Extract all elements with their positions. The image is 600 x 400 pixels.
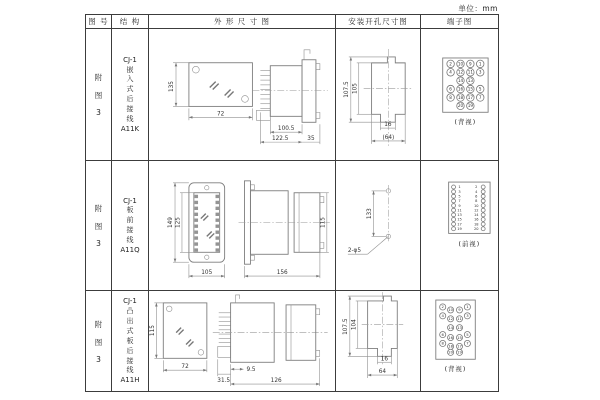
fig-no-cell-a11h: 附 图 3 — [86, 291, 112, 391]
mounting-drawing-a11h — [336, 291, 420, 390]
svg-text:6: 6 — [449, 86, 452, 92]
terminal-drawing-a11q — [421, 161, 497, 290]
svg-text:11: 11 — [457, 317, 462, 322]
svg-text:17: 17 — [457, 344, 462, 349]
terminal-pins — [452, 185, 486, 231]
mount-hole — [242, 96, 249, 103]
svg-text:1: 1 — [478, 61, 482, 67]
dim-cutout-width: 64 — [378, 369, 387, 376]
svg-text:17: 17 — [467, 94, 473, 100]
dim-tab-width: 16 — [380, 356, 389, 363]
outline-drawing-a11q — [149, 161, 335, 290]
svg-text:15: 15 — [457, 217, 462, 222]
svg-text:8: 8 — [475, 199, 478, 204]
svg-text:5: 5 — [478, 86, 482, 92]
svg-text:18: 18 — [448, 344, 454, 349]
svg-text:15: 15 — [467, 86, 473, 92]
svg-text:6: 6 — [441, 332, 444, 337]
svg-text:20: 20 — [457, 103, 464, 109]
dim-cutout-outer-h: 107.5 — [342, 318, 349, 335]
svg-text:19: 19 — [457, 350, 462, 355]
dim-front-width: 72 — [216, 111, 225, 118]
dim-bracket-depth: 31.5 — [217, 378, 231, 385]
dim-hole-pitch: 133 — [367, 208, 374, 220]
mounting-cell-a11h — [336, 291, 421, 391]
dim-front-height: 135 — [169, 81, 176, 93]
dim-front-width: 72 — [181, 364, 189, 371]
svg-text:18: 18 — [474, 222, 479, 227]
terminal-cell-a11h — [421, 291, 498, 391]
terminal-view-caption: (前视) — [458, 240, 481, 249]
svg-text:20: 20 — [448, 350, 454, 355]
terminal-cell-a11q — [421, 161, 498, 291]
terminal-drawing-a11h — [421, 291, 497, 390]
hole-spec-label: 2-φ5 — [347, 248, 361, 255]
svg-text:5: 5 — [458, 194, 461, 199]
terminal-pins — [447, 60, 484, 109]
svg-text:9: 9 — [469, 61, 472, 67]
svg-text:12: 12 — [448, 317, 454, 322]
svg-text:12: 12 — [474, 208, 479, 213]
mounting-drawing-a11k — [336, 29, 420, 160]
svg-text:10: 10 — [448, 308, 454, 313]
svg-text:13: 13 — [457, 325, 462, 330]
mount-hole — [192, 66, 199, 73]
svg-text:19: 19 — [457, 226, 462, 231]
terminal-view-caption: (背视) — [454, 118, 477, 127]
svg-text:12: 12 — [457, 69, 464, 75]
svg-text:17: 17 — [457, 222, 462, 227]
svg-text:11: 11 — [457, 208, 462, 213]
svg-text:2: 2 — [441, 305, 444, 310]
dim-cutout-outer-h: 107.5 — [343, 81, 350, 98]
dim-tab-width: 16 — [384, 122, 392, 129]
dim-cutout-inner-h: 105 — [352, 83, 359, 95]
outline-cell-a11h — [149, 291, 336, 391]
svg-text:11: 11 — [467, 69, 473, 75]
dim-cutout-width: (64) — [382, 134, 395, 141]
terminal-drawing-a11k — [421, 29, 497, 160]
svg-text:10: 10 — [474, 203, 479, 208]
dim-total-depth: 156 — [276, 270, 288, 277]
structure-cell-a11k: CJ-1 嵌 入 式 后 接 线 A11K — [112, 29, 149, 161]
svg-text:9: 9 — [458, 203, 461, 208]
outline-cell-a11q — [149, 161, 336, 291]
structure-cell-a11h: CJ-1 凸 出 式 板 后 接 线 A11H — [112, 291, 149, 391]
svg-text:14: 14 — [474, 213, 479, 218]
dim-side-height: 115 — [320, 217, 327, 229]
dim-cutout-inner-h: 104 — [351, 319, 358, 331]
mounting-cell-a11k — [336, 29, 421, 161]
svg-text:8: 8 — [441, 341, 444, 346]
svg-text:14: 14 — [457, 78, 464, 84]
svg-text:3: 3 — [458, 189, 461, 194]
svg-text:4: 4 — [441, 314, 444, 319]
dim-total-depth: 122.5 — [271, 136, 289, 143]
svg-text:6: 6 — [475, 194, 478, 199]
svg-text:9: 9 — [458, 308, 461, 313]
spec-table — [85, 14, 499, 392]
dim-body-depth: 100.5 — [277, 126, 295, 133]
svg-text:19: 19 — [467, 103, 473, 109]
terminal-view-caption: (背视) — [444, 365, 467, 374]
header-fig-no: 图 号 — [86, 15, 112, 29]
svg-text:7: 7 — [466, 341, 469, 346]
svg-text:7: 7 — [458, 199, 461, 204]
svg-text:3: 3 — [466, 314, 469, 319]
structure-cell-a11q: CJ-1 板 前 接 线 A11Q — [112, 161, 149, 291]
svg-text:16: 16 — [474, 217, 479, 222]
svg-text:8: 8 — [449, 94, 452, 100]
svg-text:4: 4 — [449, 69, 452, 75]
mounting-drawing-a11q — [336, 161, 420, 290]
dim-front-height: 115 — [149, 325, 156, 337]
svg-text:13: 13 — [457, 213, 462, 218]
svg-text:2: 2 — [449, 61, 452, 67]
svg-text:16: 16 — [448, 335, 454, 340]
dim-flange-depth: 35 — [307, 136, 315, 143]
svg-text:5: 5 — [466, 332, 469, 337]
header-structure: 结 构 — [112, 15, 149, 29]
dim-outer-height: 149 — [168, 217, 175, 229]
svg-text:4: 4 — [475, 189, 478, 194]
svg-text:2: 2 — [475, 185, 478, 190]
svg-text:1: 1 — [458, 185, 461, 190]
svg-text:7: 7 — [478, 94, 482, 100]
dim-front-width: 105 — [201, 270, 213, 277]
svg-text:20: 20 — [474, 226, 479, 231]
header-outline: 外 形 尺 寸 图 — [149, 15, 336, 29]
dim-offset-depth: 9.5 — [246, 367, 256, 374]
dim-total-depth: 126 — [270, 378, 282, 385]
svg-text:10: 10 — [457, 61, 464, 67]
outline-cell-a11k — [149, 29, 336, 161]
svg-text:15: 15 — [457, 335, 462, 340]
mounting-cell-a11q — [336, 161, 421, 291]
header-terminal: 端子图 — [421, 15, 498, 29]
header-mounting: 安装开孔尺寸图 — [336, 15, 421, 29]
svg-text:18: 18 — [457, 94, 464, 100]
unit-label: 单位：mm — [458, 4, 498, 13]
terminal-pins — [440, 304, 471, 356]
outline-drawing-a11h — [149, 291, 335, 390]
outline-drawing-a11k — [149, 29, 335, 160]
svg-text:1: 1 — [466, 305, 469, 310]
dim-inner-height: 125 — [175, 217, 182, 229]
svg-text:3: 3 — [478, 69, 482, 75]
fig-no-cell-a11k: 附 图 3 — [86, 29, 112, 161]
svg-text:14: 14 — [448, 325, 454, 330]
fig-no-cell-a11q: 附 图 3 — [86, 161, 112, 291]
svg-text:16: 16 — [457, 86, 464, 92]
svg-text:13: 13 — [467, 78, 473, 84]
terminal-cell-a11k — [421, 29, 498, 161]
